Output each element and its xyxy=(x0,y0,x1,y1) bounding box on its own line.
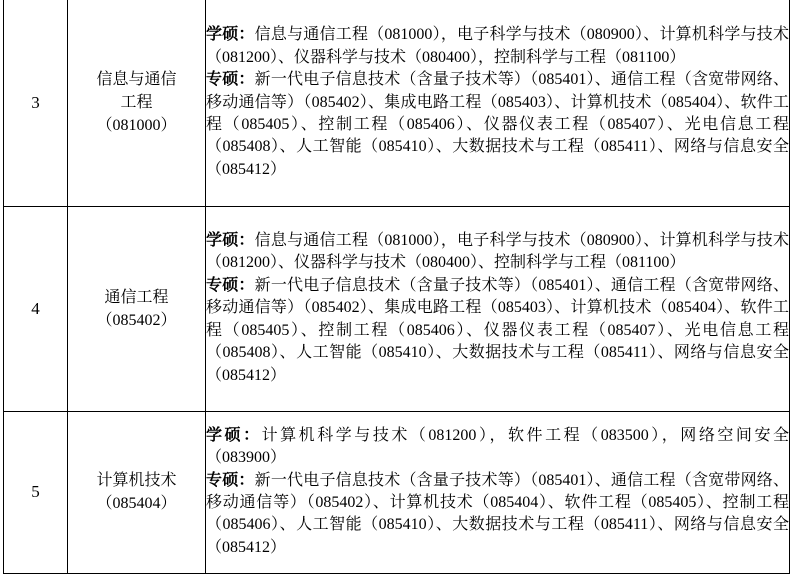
table-row xyxy=(4,206,790,411)
academic-master-list xyxy=(206,230,789,275)
academic-master-label: 学硕： xyxy=(206,426,262,444)
major-code: （085402） xyxy=(96,311,177,329)
professional-master-text: 新一代电子信息技术（含量子技术等）（085401）、通信工程（含宽带网络、移动通信等）（085402）、集成电路工程（085403）、计算机技术（085404）、软件工程（085405）、控制工程（085406）、仪器仪表工程（085407）、光电信息工程（085408）、人工智能（085410）、大数据技术与工程（085411）、网络与信息安全（085412） xyxy=(206,71,789,178)
row-number: 5 xyxy=(31,482,40,501)
major-name-line: 计算机技术 xyxy=(96,472,177,489)
major-detail-cell xyxy=(206,411,790,573)
row-number: 3 xyxy=(31,92,40,112)
professional-master-list xyxy=(206,470,789,560)
row-number-cell xyxy=(4,206,68,411)
professional-master-label: 专硕： xyxy=(206,276,255,294)
major-name-cell xyxy=(68,206,206,411)
row-number-cell xyxy=(4,411,68,573)
table-row xyxy=(4,0,790,206)
row-number-cell xyxy=(4,0,68,206)
academic-master-text: 计算机科学与技术（081200），软件工程（083500），网络空间安全（083900） xyxy=(206,426,789,467)
major-name-cell xyxy=(68,0,206,206)
major-name-line: 信息与通信 xyxy=(96,71,177,89)
major-code: （085404） xyxy=(96,495,177,512)
major-detail-cell xyxy=(206,206,790,411)
professional-master-label: 专硕： xyxy=(206,471,255,489)
major-name-cell xyxy=(68,411,206,573)
major-name-line: 工程 xyxy=(120,94,153,112)
professional-master-label: 专硕： xyxy=(206,71,255,89)
admission-majors-table xyxy=(3,0,790,574)
row-number: 4 xyxy=(31,298,40,318)
professional-master-list xyxy=(206,275,789,387)
table-row xyxy=(4,411,790,573)
major-name-line: 通信工程 xyxy=(104,288,169,306)
academic-master-label: 学硕： xyxy=(206,26,255,44)
academic-master-text: 信息与通信工程（081000），电子科学与技术（080900）、计算机科学与技术（081200）、仪器科学与技术（080400），控制科学与工程（081100） xyxy=(206,26,789,66)
academic-master-label: 学硕： xyxy=(206,232,255,250)
academic-master-list xyxy=(206,425,789,470)
professional-master-text: 新一代电子信息技术（含量子技术等）（085401）、通信工程（含宽带网络、移动通信等）（085402）、计算机技术（085404）、软件工程（085405）、控制工程（085406）、人工智能（085410）、大数据技术与工程（085411）、网络与信息安全（085412） xyxy=(206,471,789,556)
academic-master-list xyxy=(206,24,789,69)
major-code: （081000） xyxy=(96,117,177,135)
professional-master-text: 新一代电子信息技术（含量子技术等）（085401）、通信工程（含宽带网络、移动通信等）（085402）、集成电路工程（085403）、计算机技术（085404）、软件工程（085405）、控制工程（085406）、仪器仪表工程（085407）、光电信息工程（085408）、人工智能（085410）、大数据技术与工程（085411）、网络与信息安全（085412） xyxy=(206,276,789,384)
major-detail-cell xyxy=(206,0,790,206)
academic-master-text: 信息与通信工程（081000），电子科学与技术（080900）、计算机科学与技术（081200）、仪器科学与技术（080400）、控制科学与工程（081100） xyxy=(206,232,789,272)
professional-master-list xyxy=(206,69,789,181)
